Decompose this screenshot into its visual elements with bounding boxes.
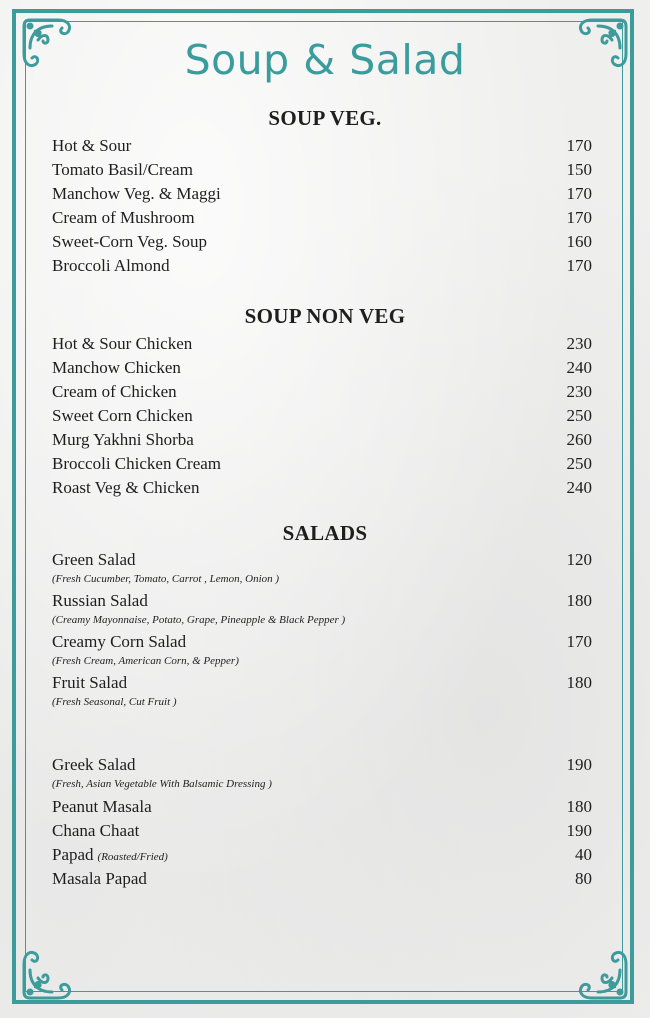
item-description: (Fresh Cucumber, Tomato, Carrot , Lemon, Onion ) xyxy=(52,573,280,585)
item-name: Hot & Sour xyxy=(52,136,132,155)
item-name: Cream of Mushroom xyxy=(52,208,195,227)
menu-item xyxy=(52,755,592,777)
menu-item xyxy=(52,136,592,158)
menu-item xyxy=(52,845,592,867)
item-name: Roast Veg & Chicken xyxy=(52,478,200,497)
menu-item xyxy=(52,184,592,206)
item-name: Cream of Chicken xyxy=(52,382,177,401)
menu-item xyxy=(52,334,592,356)
item-price: 190 xyxy=(566,821,592,840)
item-name: Peanut Masala xyxy=(52,797,152,816)
item-name: Fruit Salad xyxy=(52,673,128,692)
item-price: 180 xyxy=(566,591,592,610)
item-name: Greek Salad xyxy=(52,755,136,774)
menu-item xyxy=(52,208,592,230)
ornamental-corner-icon xyxy=(18,934,88,1004)
item-price: 180 xyxy=(566,673,592,692)
item-price: 230 xyxy=(566,382,592,401)
ornamental-corner-icon xyxy=(562,934,632,1004)
item-name: Sweet Corn Chicken xyxy=(52,406,193,425)
item-price: 190 xyxy=(566,755,592,774)
item-name: Murg Yakhni Shorba xyxy=(52,430,194,449)
item-price: 240 xyxy=(566,358,592,377)
item-price: 160 xyxy=(566,232,592,251)
menu-item xyxy=(52,430,592,452)
item-name: Chana Chaat xyxy=(52,821,140,840)
item-price: 230 xyxy=(566,334,592,353)
item-name: Tomato Basil/Cream xyxy=(52,160,193,179)
menu-item xyxy=(52,382,592,404)
item-price: 150 xyxy=(566,160,592,179)
section-heading-salads: SALADS xyxy=(282,521,368,545)
item-description: (Fresh Seasonal, Cut Fruit ) xyxy=(52,696,177,708)
item-price: 240 xyxy=(566,478,592,497)
item-name-text: Papad xyxy=(52,845,94,864)
section-heading-soup-veg: SOUP VEG. xyxy=(268,106,382,130)
menu-item xyxy=(52,821,592,843)
item-description: (Fresh Cream, American Corn, & Pepper) xyxy=(52,655,239,667)
item-name xyxy=(52,845,168,865)
menu-item xyxy=(52,591,592,613)
item-price: 170 xyxy=(566,208,592,227)
menu-item xyxy=(52,454,592,476)
menu-item xyxy=(52,869,592,891)
item-price: 170 xyxy=(566,136,592,155)
item-name: Manchow Veg. & Maggi xyxy=(52,184,221,203)
menu-item xyxy=(52,550,592,572)
item-description: (Fresh, Asian Vegetable With Balsamic Dressing ) xyxy=(52,778,272,790)
page-title: Soup & Salad xyxy=(184,36,466,84)
item-price: 120 xyxy=(566,550,592,569)
item-price: 40 xyxy=(575,845,592,864)
item-name: Russian Salad xyxy=(52,591,148,610)
menu-item xyxy=(52,478,592,500)
menu-item xyxy=(52,797,592,819)
item-price: 250 xyxy=(566,406,592,425)
item-name: Hot & Sour Chicken xyxy=(52,334,193,353)
item-name: Manchow Chicken xyxy=(52,358,181,377)
menu-item xyxy=(52,160,592,182)
item-price: 250 xyxy=(566,454,592,473)
item-price: 170 xyxy=(566,632,592,651)
section-heading-soup-non-veg: SOUP NON VEG xyxy=(244,304,406,328)
menu-item xyxy=(52,358,592,380)
item-price: 170 xyxy=(566,256,592,275)
item-price: 80 xyxy=(575,869,592,888)
item-price: 260 xyxy=(566,430,592,449)
item-name: Broccoli Chicken Cream xyxy=(52,454,222,473)
menu-item xyxy=(52,232,592,254)
item-name: Broccoli Almond xyxy=(52,256,170,275)
item-name: Masala Papad xyxy=(52,869,147,888)
menu-item xyxy=(52,406,592,428)
item-price: 180 xyxy=(566,797,592,816)
item-name: Creamy Corn Salad xyxy=(52,632,187,651)
item-note: (Roasted/Fried) xyxy=(97,851,168,863)
item-price: 170 xyxy=(566,184,592,203)
menu-item xyxy=(52,256,592,278)
menu-item xyxy=(52,632,592,654)
item-description: (Creamy Mayonnaise, Potato, Grape, Pineapple & Black Pepper ) xyxy=(52,614,346,626)
item-name: Green Salad xyxy=(52,550,136,569)
menu-item xyxy=(52,673,592,695)
item-name: Sweet-Corn Veg. Soup xyxy=(52,232,208,251)
